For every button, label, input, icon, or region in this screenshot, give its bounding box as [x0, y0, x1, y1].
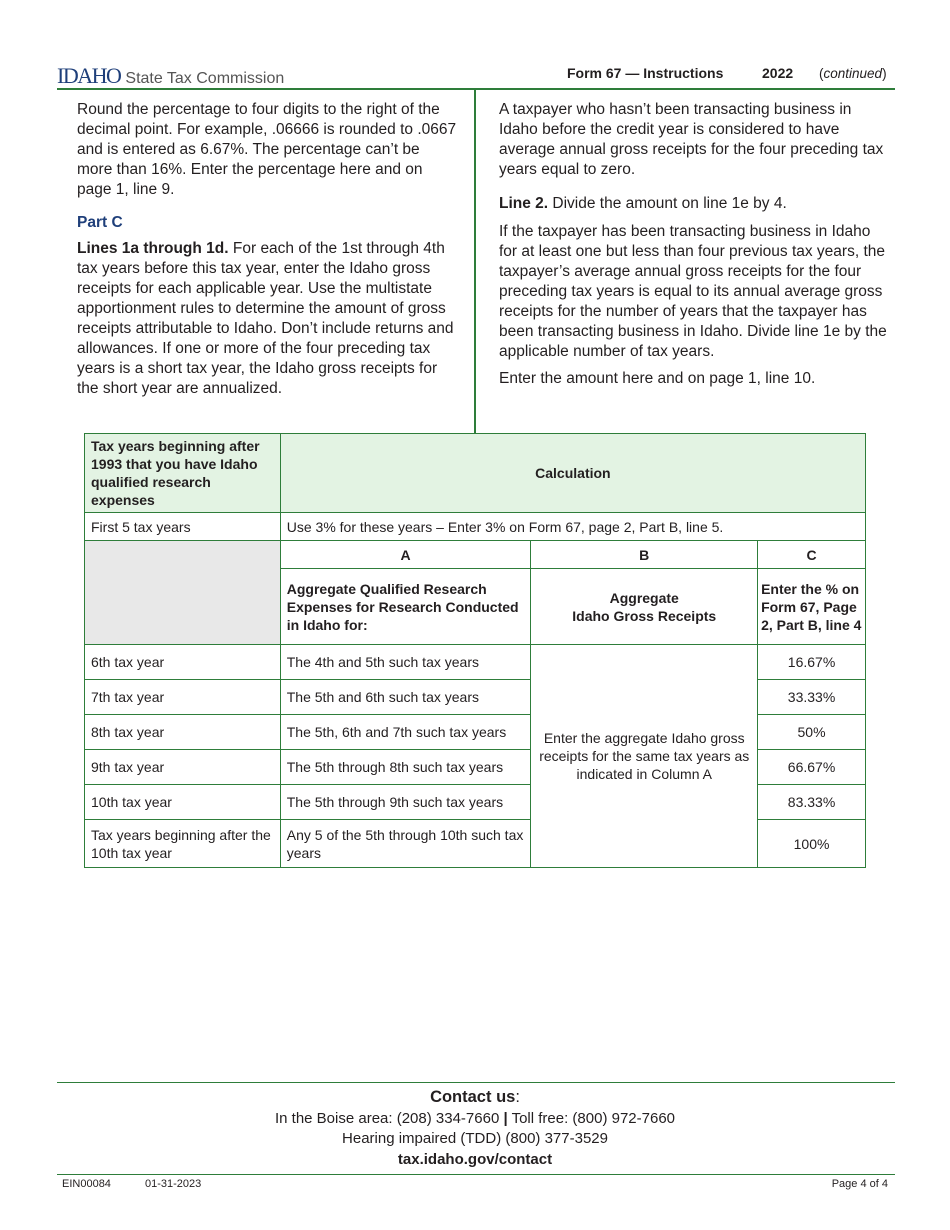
lines-1a-1d-body: For each of the 1st through 4th tax years before this tax year, enter the Idaho gross receipts for each applicable year. Use the multistate apportionment rules to determine the amount of gross receipts attributable to Idaho. Don’t include returns and allowances. If one or more of the four preceding tax years is a short tax year, the Idaho gross receipts for the short year are annualized.	[77, 240, 454, 397]
column-b-desc-line-1: Aggregate	[609, 589, 679, 606]
line-2-paragraph	[499, 194, 889, 214]
row-column-a: The 5th and 6th such tax years	[280, 680, 531, 715]
column-letter-row	[85, 541, 866, 569]
column-b-letter: B	[531, 541, 758, 569]
tdd-phone: Hearing impaired (TDD) (800) 377-3529	[342, 1130, 608, 1147]
page-number: Page 4 of 4	[831, 1178, 888, 1190]
row-percent: 66.67%	[758, 750, 866, 785]
form-date: 01-31-2023	[145, 1178, 202, 1190]
column-b-desc	[531, 569, 758, 645]
idaho-logo	[57, 63, 284, 89]
row-column-a: Any 5 of the 5th through 10th such tax years	[280, 820, 531, 868]
column-a-letter: A	[280, 541, 531, 569]
row-year: 10th tax year	[85, 785, 281, 820]
continued-text: continued	[823, 66, 883, 81]
calculation-table	[84, 433, 866, 868]
logo-text: State Tax Commission	[125, 70, 285, 87]
row-column-a: The 5th, 6th and 7th such tax years	[280, 715, 531, 750]
contact-phones	[0, 1110, 950, 1127]
column-c-desc: Enter the % on Form 67, Page 2, Part B, line 4	[758, 569, 866, 645]
form-title: Form 67 — Instructions	[567, 65, 724, 81]
row-column-a: The 4th and 5th such tax years	[280, 645, 531, 680]
left-column	[77, 100, 457, 406]
contact-title-text: Contact us	[430, 1088, 516, 1106]
column-b-desc-line-2: Idaho Gross Receipts	[572, 607, 717, 624]
logo-mark: IDAHO	[57, 63, 121, 88]
row-year: 6th tax year	[85, 645, 281, 680]
line-2-lead: Line 2.	[499, 195, 549, 212]
page-header	[57, 60, 895, 90]
first-5-text: Use 3% for these years – Enter 3% on Form 67, page 2, Part B, line 5.	[280, 513, 865, 541]
left-paragraph-2	[77, 239, 457, 399]
row-column-a: The 5th through 9th such tax years	[280, 785, 531, 820]
continued-label: (continued)	[819, 66, 887, 81]
right-paragraph-1: A taxpayer who hasn’t been transacting business in Idaho before the credit year is considered to have average annual gross receipts for the four preceding tax years equal to zero.	[499, 101, 884, 178]
footer-divider-bottom	[57, 1174, 895, 1175]
row-year: Tax years beginning after the 10th tax year	[85, 820, 281, 868]
footer-divider	[57, 1082, 895, 1083]
row-percent: 16.67%	[758, 645, 866, 680]
row-percent: 33.33%	[758, 680, 866, 715]
first-5-row	[85, 513, 866, 541]
form-code: EIN00084	[62, 1178, 111, 1190]
first-5-label: First 5 tax years	[85, 513, 281, 541]
part-c-heading: Part C	[77, 214, 123, 231]
row-year: 9th tax year	[85, 750, 281, 785]
form-year: 2022	[762, 65, 794, 81]
table-row	[85, 645, 866, 680]
column-a-desc: Aggregate Qualified Research Expenses for Research Conducted in Idaho for:	[280, 569, 531, 645]
lines-1a-1d-lead: Lines 1a through 1d.	[77, 240, 229, 257]
right-column	[499, 100, 889, 396]
row-year: 8th tax year	[85, 715, 281, 750]
column-c-letter: C	[758, 541, 866, 569]
column-b-merged: Enter the aggregate Idaho gross receipts for the same tax years as indicated in Column A	[531, 645, 758, 868]
row-percent: 83.33%	[758, 785, 866, 820]
left-paragraph-1: Round the percentage to four digits to the right of the decimal point. For example, .06666 is rounded to .0667 and is entered as 6.67%. The percentage can’t be more than 16%. Enter the percentage here and on page 1, line 9.	[77, 101, 457, 198]
boise-phone: In the Boise area: (208) 334-7660	[274, 1110, 500, 1127]
right-paragraph-4: Enter the amount here and on page 1, line 10.	[499, 370, 816, 387]
row-percent: 100%	[758, 820, 866, 868]
row-year: 7th tax year	[85, 680, 281, 715]
right-paragraph-3: If the taxpayer has been transacting business in Idaho for at least one but less than four previous tax years, the taxpayer’s average annual gross receipts for the four preceding tax years is equal to its annual average gross receipts for the number of years that the taxpayer has been transacting business in Idaho. Divide line 1e by the applicable number of tax years.	[499, 223, 887, 360]
tollfree-phone: Toll free: (800) 972-7660	[511, 1110, 676, 1127]
table-header-row	[85, 434, 866, 513]
line-2-body: Divide the amount on line 1e by 4.	[548, 195, 787, 212]
header-tax-years: Tax years beginning after 1993 that you have Idaho qualified research expenses	[85, 434, 281, 513]
contact-title	[0, 1088, 950, 1107]
contact-title-colon: :	[515, 1088, 520, 1106]
row-column-a: The 5th through 8th such tax years	[280, 750, 531, 785]
row-percent: 50%	[758, 715, 866, 750]
header-calculation: Calculation	[280, 434, 865, 513]
column-divider	[474, 90, 476, 433]
contact-url[interactable]: tax.idaho.gov/contact	[397, 1151, 553, 1168]
blank-gray-cell	[85, 541, 281, 645]
phone-separator: |	[503, 1110, 508, 1127]
